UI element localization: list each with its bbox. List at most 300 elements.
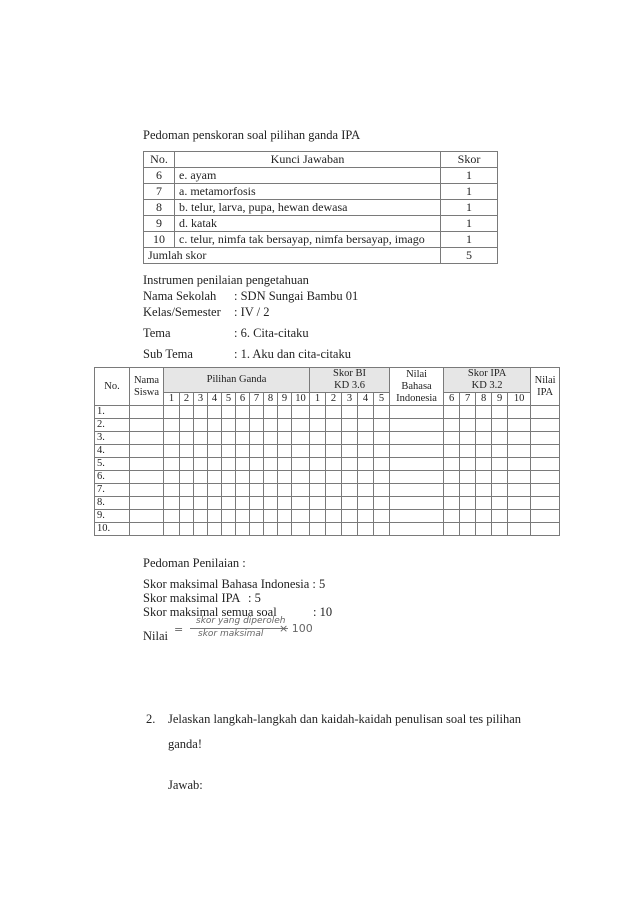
grid-cell[interactable] <box>164 471 180 484</box>
class-value: : IV / 2 <box>234 305 270 319</box>
grid-cell[interactable] <box>492 445 508 458</box>
grid-cell[interactable] <box>326 406 342 419</box>
grid-cell[interactable] <box>310 406 326 419</box>
grid-cell[interactable] <box>180 419 194 432</box>
grid-cell[interactable] <box>208 458 222 471</box>
grid-cell[interactable] <box>130 432 164 445</box>
answer-key-title: Pedoman penskoran soal pilihan ganda IPA <box>143 128 361 142</box>
grid-cell[interactable] <box>292 445 310 458</box>
grid-cell[interactable] <box>342 523 358 536</box>
grid-cell[interactable] <box>390 445 444 458</box>
grid-cell[interactable] <box>358 523 374 536</box>
grid-cell[interactable] <box>208 432 222 445</box>
grid-nipa-label-1: Nilai <box>534 374 556 386</box>
grid-cell[interactable] <box>492 432 508 445</box>
grid-name-label-1: Nama <box>133 374 160 386</box>
grid-cell[interactable] <box>264 471 278 484</box>
grid-cell[interactable] <box>164 510 180 523</box>
grid-cell[interactable] <box>390 471 444 484</box>
grid-cell[interactable] <box>358 445 374 458</box>
grid-row <box>95 523 560 536</box>
grid-cell[interactable] <box>236 523 250 536</box>
grid-cell[interactable] <box>326 484 342 497</box>
grid-cell[interactable] <box>310 523 326 536</box>
grid-cell[interactable] <box>326 419 342 432</box>
grid-cell[interactable] <box>310 458 326 471</box>
grid-cell[interactable] <box>130 445 164 458</box>
grid-cell[interactable] <box>531 484 560 497</box>
grid-cell[interactable] <box>326 445 342 458</box>
ipa-col-10: 10 <box>508 393 531 406</box>
grid-cell[interactable] <box>326 432 342 445</box>
grid-cell[interactable] <box>264 432 278 445</box>
guide-line-ipa-value: : 5 <box>248 591 261 605</box>
grid-cell[interactable] <box>236 497 250 510</box>
grid-cell[interactable] <box>222 432 236 445</box>
grid-cell[interactable] <box>130 406 164 419</box>
grid-cell[interactable] <box>130 484 164 497</box>
grid-row-label: 6. <box>95 471 130 484</box>
grid-cell[interactable] <box>250 510 264 523</box>
grid-cell[interactable] <box>444 510 460 523</box>
grid-cell[interactable] <box>531 510 560 523</box>
grid-cell[interactable] <box>492 523 508 536</box>
grid-cell[interactable] <box>250 484 264 497</box>
grid-cell[interactable] <box>222 419 236 432</box>
grid-cell[interactable] <box>236 445 250 458</box>
grid-cell[interactable] <box>390 523 444 536</box>
grid-cell[interactable] <box>194 510 208 523</box>
grid-cell[interactable] <box>390 432 444 445</box>
grid-cell[interactable] <box>531 497 560 510</box>
grid-cell[interactable] <box>444 406 460 419</box>
grid-row-label: 2. <box>95 419 130 432</box>
grid-cell[interactable] <box>208 406 222 419</box>
grid-row <box>95 419 560 432</box>
grid-row <box>95 497 560 510</box>
grid-cell[interactable] <box>531 458 560 471</box>
grid-cell[interactable] <box>476 432 492 445</box>
pg-col-2: 2 <box>180 393 194 406</box>
grid-cell[interactable] <box>460 458 476 471</box>
grid-cell[interactable] <box>250 458 264 471</box>
key-score: 1 <box>441 216 498 232</box>
grid-cell[interactable] <box>531 406 560 419</box>
grid-cell[interactable] <box>342 510 358 523</box>
grid-cell[interactable] <box>250 523 264 536</box>
total-value: 5 <box>441 248 498 264</box>
grid-header-nilai-ipa <box>531 368 560 406</box>
grid-cell[interactable] <box>264 523 278 536</box>
grid-cell[interactable] <box>492 419 508 432</box>
grid-cell[interactable] <box>194 458 208 471</box>
grid-cell[interactable] <box>208 419 222 432</box>
grid-cell[interactable] <box>492 484 508 497</box>
key-score: 1 <box>441 200 498 216</box>
grid-cell[interactable] <box>342 406 358 419</box>
grid-cell[interactable] <box>130 510 164 523</box>
grid-cell[interactable] <box>476 471 492 484</box>
grid-cell[interactable] <box>208 497 222 510</box>
grid-cell[interactable] <box>250 471 264 484</box>
grid-cell[interactable] <box>390 510 444 523</box>
grid-cell[interactable] <box>476 445 492 458</box>
grid-cell[interactable] <box>194 471 208 484</box>
grid-cell[interactable] <box>278 432 292 445</box>
grid-cell[interactable] <box>342 432 358 445</box>
grid-cell[interactable] <box>278 445 292 458</box>
grid-cell[interactable] <box>250 497 264 510</box>
grid-cell[interactable] <box>278 471 292 484</box>
grid-cell[interactable] <box>130 523 164 536</box>
grid-cell[interactable] <box>342 419 358 432</box>
grid-cell[interactable] <box>194 432 208 445</box>
grid-cell[interactable] <box>326 471 342 484</box>
grid-cell[interactable] <box>278 523 292 536</box>
ipa-col-9: 9 <box>492 393 508 406</box>
grid-cell[interactable] <box>326 510 342 523</box>
grid-row <box>95 445 560 458</box>
grid-nipa-label-2: IPA <box>537 386 554 398</box>
grid-cell[interactable] <box>264 419 278 432</box>
question-line-2: ganda! <box>168 737 203 751</box>
grid-cell[interactable] <box>164 484 180 497</box>
grid-cell[interactable] <box>130 458 164 471</box>
grid-cell[interactable] <box>208 510 222 523</box>
grid-cell[interactable] <box>460 484 476 497</box>
answer-key-total-row <box>144 248 498 264</box>
grid-header-name <box>130 368 164 406</box>
grid-cell[interactable] <box>531 523 560 536</box>
grid-cell[interactable] <box>374 523 390 536</box>
grid-cell[interactable] <box>292 406 310 419</box>
grid-cell[interactable] <box>130 419 164 432</box>
grid-cell[interactable] <box>222 523 236 536</box>
guide-line-ipa-label: Skor maksimal IPA <box>143 591 241 605</box>
grid-cell[interactable] <box>492 406 508 419</box>
pg-col-8: 8 <box>264 393 278 406</box>
grid-cell[interactable] <box>508 432 531 445</box>
grid-cell[interactable] <box>460 419 476 432</box>
grid-bi-label-1: Skor BI <box>333 368 367 379</box>
grid-cell[interactable] <box>374 471 390 484</box>
grid-cell[interactable] <box>460 432 476 445</box>
school-label: Nama Sekolah <box>143 289 217 303</box>
grid-cell[interactable] <box>250 445 264 458</box>
pg-col-7: 7 <box>250 393 264 406</box>
grid-cell[interactable] <box>194 523 208 536</box>
grid-cell[interactable] <box>194 497 208 510</box>
bi-col-3: 3 <box>342 393 358 406</box>
grid-cell[interactable] <box>358 419 374 432</box>
key-no: 6 <box>144 168 175 184</box>
key-answer: d. katak <box>175 216 441 232</box>
grid-cell[interactable] <box>358 471 374 484</box>
grid-cell[interactable] <box>208 523 222 536</box>
grid-cell[interactable] <box>531 419 560 432</box>
grid-row-label: 3. <box>95 432 130 445</box>
grid-cell[interactable] <box>292 432 310 445</box>
grid-cell[interactable] <box>358 458 374 471</box>
grid-cell[interactable] <box>508 458 531 471</box>
grid-cell[interactable] <box>130 497 164 510</box>
grid-cell[interactable] <box>278 510 292 523</box>
grid-cell[interactable] <box>164 406 180 419</box>
grid-cell[interactable] <box>508 497 531 510</box>
pg-col-4: 4 <box>208 393 222 406</box>
grid-cell[interactable] <box>444 497 460 510</box>
grid-cell[interactable] <box>236 406 250 419</box>
grid-cell[interactable] <box>292 497 310 510</box>
grid-cell[interactable] <box>164 523 180 536</box>
pg-col-3: 3 <box>194 393 208 406</box>
grid-cell[interactable] <box>342 471 358 484</box>
grid-cell[interactable] <box>374 432 390 445</box>
grid-cell[interactable] <box>180 523 194 536</box>
formula-multiplier: × 100 <box>279 622 313 635</box>
answer-key-row <box>144 232 498 248</box>
grid-body <box>95 406 560 536</box>
guide-line-all-value: : 10 <box>313 605 333 619</box>
grid-cell[interactable] <box>460 510 476 523</box>
grid-cell[interactable] <box>264 484 278 497</box>
grid-nbi-label-3: Indonesia <box>396 392 437 404</box>
grid-cell[interactable] <box>180 458 194 471</box>
grid-row-label: 10. <box>95 523 130 536</box>
grid-cell[interactable] <box>508 406 531 419</box>
grid-cell[interactable] <box>208 445 222 458</box>
grid-cell[interactable] <box>444 523 460 536</box>
grid-cell[interactable] <box>222 484 236 497</box>
grid-cell[interactable] <box>476 510 492 523</box>
key-no: 7 <box>144 184 175 200</box>
grid-cell[interactable] <box>358 432 374 445</box>
grid-cell[interactable] <box>508 445 531 458</box>
grid-cell[interactable] <box>374 419 390 432</box>
grid-row-label: 1. <box>95 406 130 419</box>
grid-cell[interactable] <box>236 510 250 523</box>
grid-cell[interactable] <box>222 406 236 419</box>
question-number: 2. <box>146 712 156 726</box>
grid-cell[interactable] <box>194 419 208 432</box>
grid-cell[interactable] <box>236 432 250 445</box>
grid-cell[interactable] <box>310 484 326 497</box>
grid-cell[interactable] <box>310 445 326 458</box>
pg-col-9: 9 <box>278 393 292 406</box>
grid-cell[interactable] <box>390 458 444 471</box>
grid-cell[interactable] <box>180 471 194 484</box>
grid-cell[interactable] <box>292 419 310 432</box>
grid-cell[interactable] <box>310 419 326 432</box>
ipa-col-7: 7 <box>460 393 476 406</box>
grid-cell[interactable] <box>278 497 292 510</box>
grid-cell[interactable] <box>444 432 460 445</box>
grid-cell[interactable] <box>460 471 476 484</box>
grid-cell[interactable] <box>508 471 531 484</box>
grid-cell[interactable] <box>264 445 278 458</box>
grid-cell[interactable] <box>222 471 236 484</box>
grid-cell[interactable] <box>278 406 292 419</box>
grid-cell[interactable] <box>390 497 444 510</box>
grid-cell[interactable] <box>342 484 358 497</box>
grid-cell[interactable] <box>444 458 460 471</box>
grid-cell[interactable] <box>342 445 358 458</box>
grid-cell[interactable] <box>492 510 508 523</box>
grid-cell[interactable] <box>130 471 164 484</box>
grid-cell[interactable] <box>476 497 492 510</box>
header-kunci-jawaban: Kunci Jawaban <box>175 152 441 168</box>
grid-cell[interactable] <box>222 497 236 510</box>
grid-cell[interactable] <box>278 419 292 432</box>
grid-cell[interactable] <box>236 458 250 471</box>
grid-cell[interactable] <box>250 432 264 445</box>
grid-cell[interactable] <box>208 484 222 497</box>
grid-cell[interactable] <box>264 458 278 471</box>
grid-ipa-label-2: KD 3.2 <box>471 380 503 391</box>
grid-cell[interactable] <box>194 406 208 419</box>
grid-cell[interactable] <box>222 445 236 458</box>
grid-cell[interactable] <box>390 419 444 432</box>
grid-row-label: 4. <box>95 445 130 458</box>
grid-cell[interactable] <box>476 419 492 432</box>
grid-cell[interactable] <box>180 432 194 445</box>
grid-cell[interactable] <box>292 523 310 536</box>
grid-cell[interactable] <box>358 406 374 419</box>
grid-cell[interactable] <box>444 484 460 497</box>
grid-cell[interactable] <box>460 445 476 458</box>
grid-cell[interactable] <box>310 432 326 445</box>
formula-denominator: skor maksimal <box>198 629 264 639</box>
grid-cell[interactable] <box>476 406 492 419</box>
pg-col-5: 5 <box>222 393 236 406</box>
grid-cell[interactable] <box>492 471 508 484</box>
answer-key-table <box>143 151 498 264</box>
grid-cell[interactable] <box>250 406 264 419</box>
grid-cell[interactable] <box>310 471 326 484</box>
grid-cell[interactable] <box>164 458 180 471</box>
grid-cell[interactable] <box>374 406 390 419</box>
grid-row-label: 7. <box>95 484 130 497</box>
grid-cell[interactable] <box>508 523 531 536</box>
grid-cell[interactable] <box>278 484 292 497</box>
grid-cell[interactable] <box>236 484 250 497</box>
grid-cell[interactable] <box>531 432 560 445</box>
grid-cell[interactable] <box>374 484 390 497</box>
key-no: 9 <box>144 216 175 232</box>
ipa-col-8: 8 <box>476 393 492 406</box>
grid-cell[interactable] <box>180 510 194 523</box>
grid-cell[interactable] <box>250 419 264 432</box>
grid-row <box>95 432 560 445</box>
grid-cell[interactable] <box>460 406 476 419</box>
ipa-col-6: 6 <box>444 393 460 406</box>
grid-cell[interactable] <box>208 471 222 484</box>
grid-cell[interactable] <box>310 497 326 510</box>
grid-cell[interactable] <box>264 497 278 510</box>
grid-cell[interactable] <box>531 445 560 458</box>
grid-nbi-label-2: Bahasa <box>401 380 432 392</box>
grid-cell[interactable] <box>444 471 460 484</box>
grid-cell[interactable] <box>292 484 310 497</box>
grid-cell[interactable] <box>390 484 444 497</box>
grid-cell[interactable] <box>292 510 310 523</box>
score-formula <box>174 618 314 642</box>
grid-cell[interactable] <box>264 406 278 419</box>
grid-cell[interactable] <box>194 484 208 497</box>
grid-row <box>95 406 560 419</box>
grid-cell[interactable] <box>164 445 180 458</box>
grid-cell[interactable] <box>508 484 531 497</box>
grid-row-label: 9. <box>95 510 130 523</box>
grid-cell[interactable] <box>180 497 194 510</box>
grid-cell[interactable] <box>492 458 508 471</box>
key-answer: c. telur, nimfa tak bersayap, nimfa bersayap, imago <box>175 232 441 248</box>
grid-cell[interactable] <box>342 497 358 510</box>
grid-cell[interactable] <box>492 497 508 510</box>
theme-value: : 6. Cita-citaku <box>234 326 309 340</box>
grid-cell[interactable] <box>374 458 390 471</box>
answer-key-row <box>144 200 498 216</box>
grid-cell[interactable] <box>460 497 476 510</box>
grid-cell[interactable] <box>180 406 194 419</box>
grid-cell[interactable] <box>342 458 358 471</box>
grid-cell[interactable] <box>264 510 278 523</box>
answer-key-row <box>144 184 498 200</box>
grid-cell[interactable] <box>180 445 194 458</box>
grid-cell[interactable] <box>164 432 180 445</box>
grid-header-skor-ipa <box>444 368 531 393</box>
grid-cell[interactable] <box>222 510 236 523</box>
grid-cell[interactable] <box>508 419 531 432</box>
grid-cell[interactable] <box>374 510 390 523</box>
grid-cell[interactable] <box>460 523 476 536</box>
grid-cell[interactable] <box>390 406 444 419</box>
key-score: 1 <box>441 232 498 248</box>
grid-cell[interactable] <box>310 510 326 523</box>
grid-cell[interactable] <box>278 458 292 471</box>
grid-cell[interactable] <box>531 471 560 484</box>
grid-cell[interactable] <box>444 445 460 458</box>
grid-cell[interactable] <box>292 471 310 484</box>
grid-cell[interactable] <box>236 419 250 432</box>
class-label: Kelas/Semester <box>143 305 221 319</box>
grid-cell[interactable] <box>180 484 194 497</box>
grid-cell[interactable] <box>292 458 310 471</box>
grid-cell[interactable] <box>374 445 390 458</box>
grid-cell[interactable] <box>476 484 492 497</box>
grid-cell[interactable] <box>508 510 531 523</box>
bi-col-1: 1 <box>310 393 326 406</box>
grid-cell[interactable] <box>326 458 342 471</box>
grid-cell[interactable] <box>326 497 342 510</box>
grid-cell[interactable] <box>358 497 374 510</box>
bi-col-2: 2 <box>326 393 342 406</box>
grid-cell[interactable] <box>444 419 460 432</box>
grid-cell[interactable] <box>222 458 236 471</box>
guide-line-all-label: Skor maksimal semua soal <box>143 605 277 619</box>
grid-cell[interactable] <box>476 458 492 471</box>
grid-cell[interactable] <box>326 523 342 536</box>
key-no: 10 <box>144 232 175 248</box>
grid-cell[interactable] <box>358 484 374 497</box>
grid-cell[interactable] <box>164 497 180 510</box>
grid-cell[interactable] <box>164 419 180 432</box>
grid-cell[interactable] <box>194 445 208 458</box>
grid-cell[interactable] <box>236 471 250 484</box>
grid-cell[interactable] <box>358 510 374 523</box>
grid-cell[interactable] <box>374 497 390 510</box>
grid-cell[interactable] <box>476 523 492 536</box>
